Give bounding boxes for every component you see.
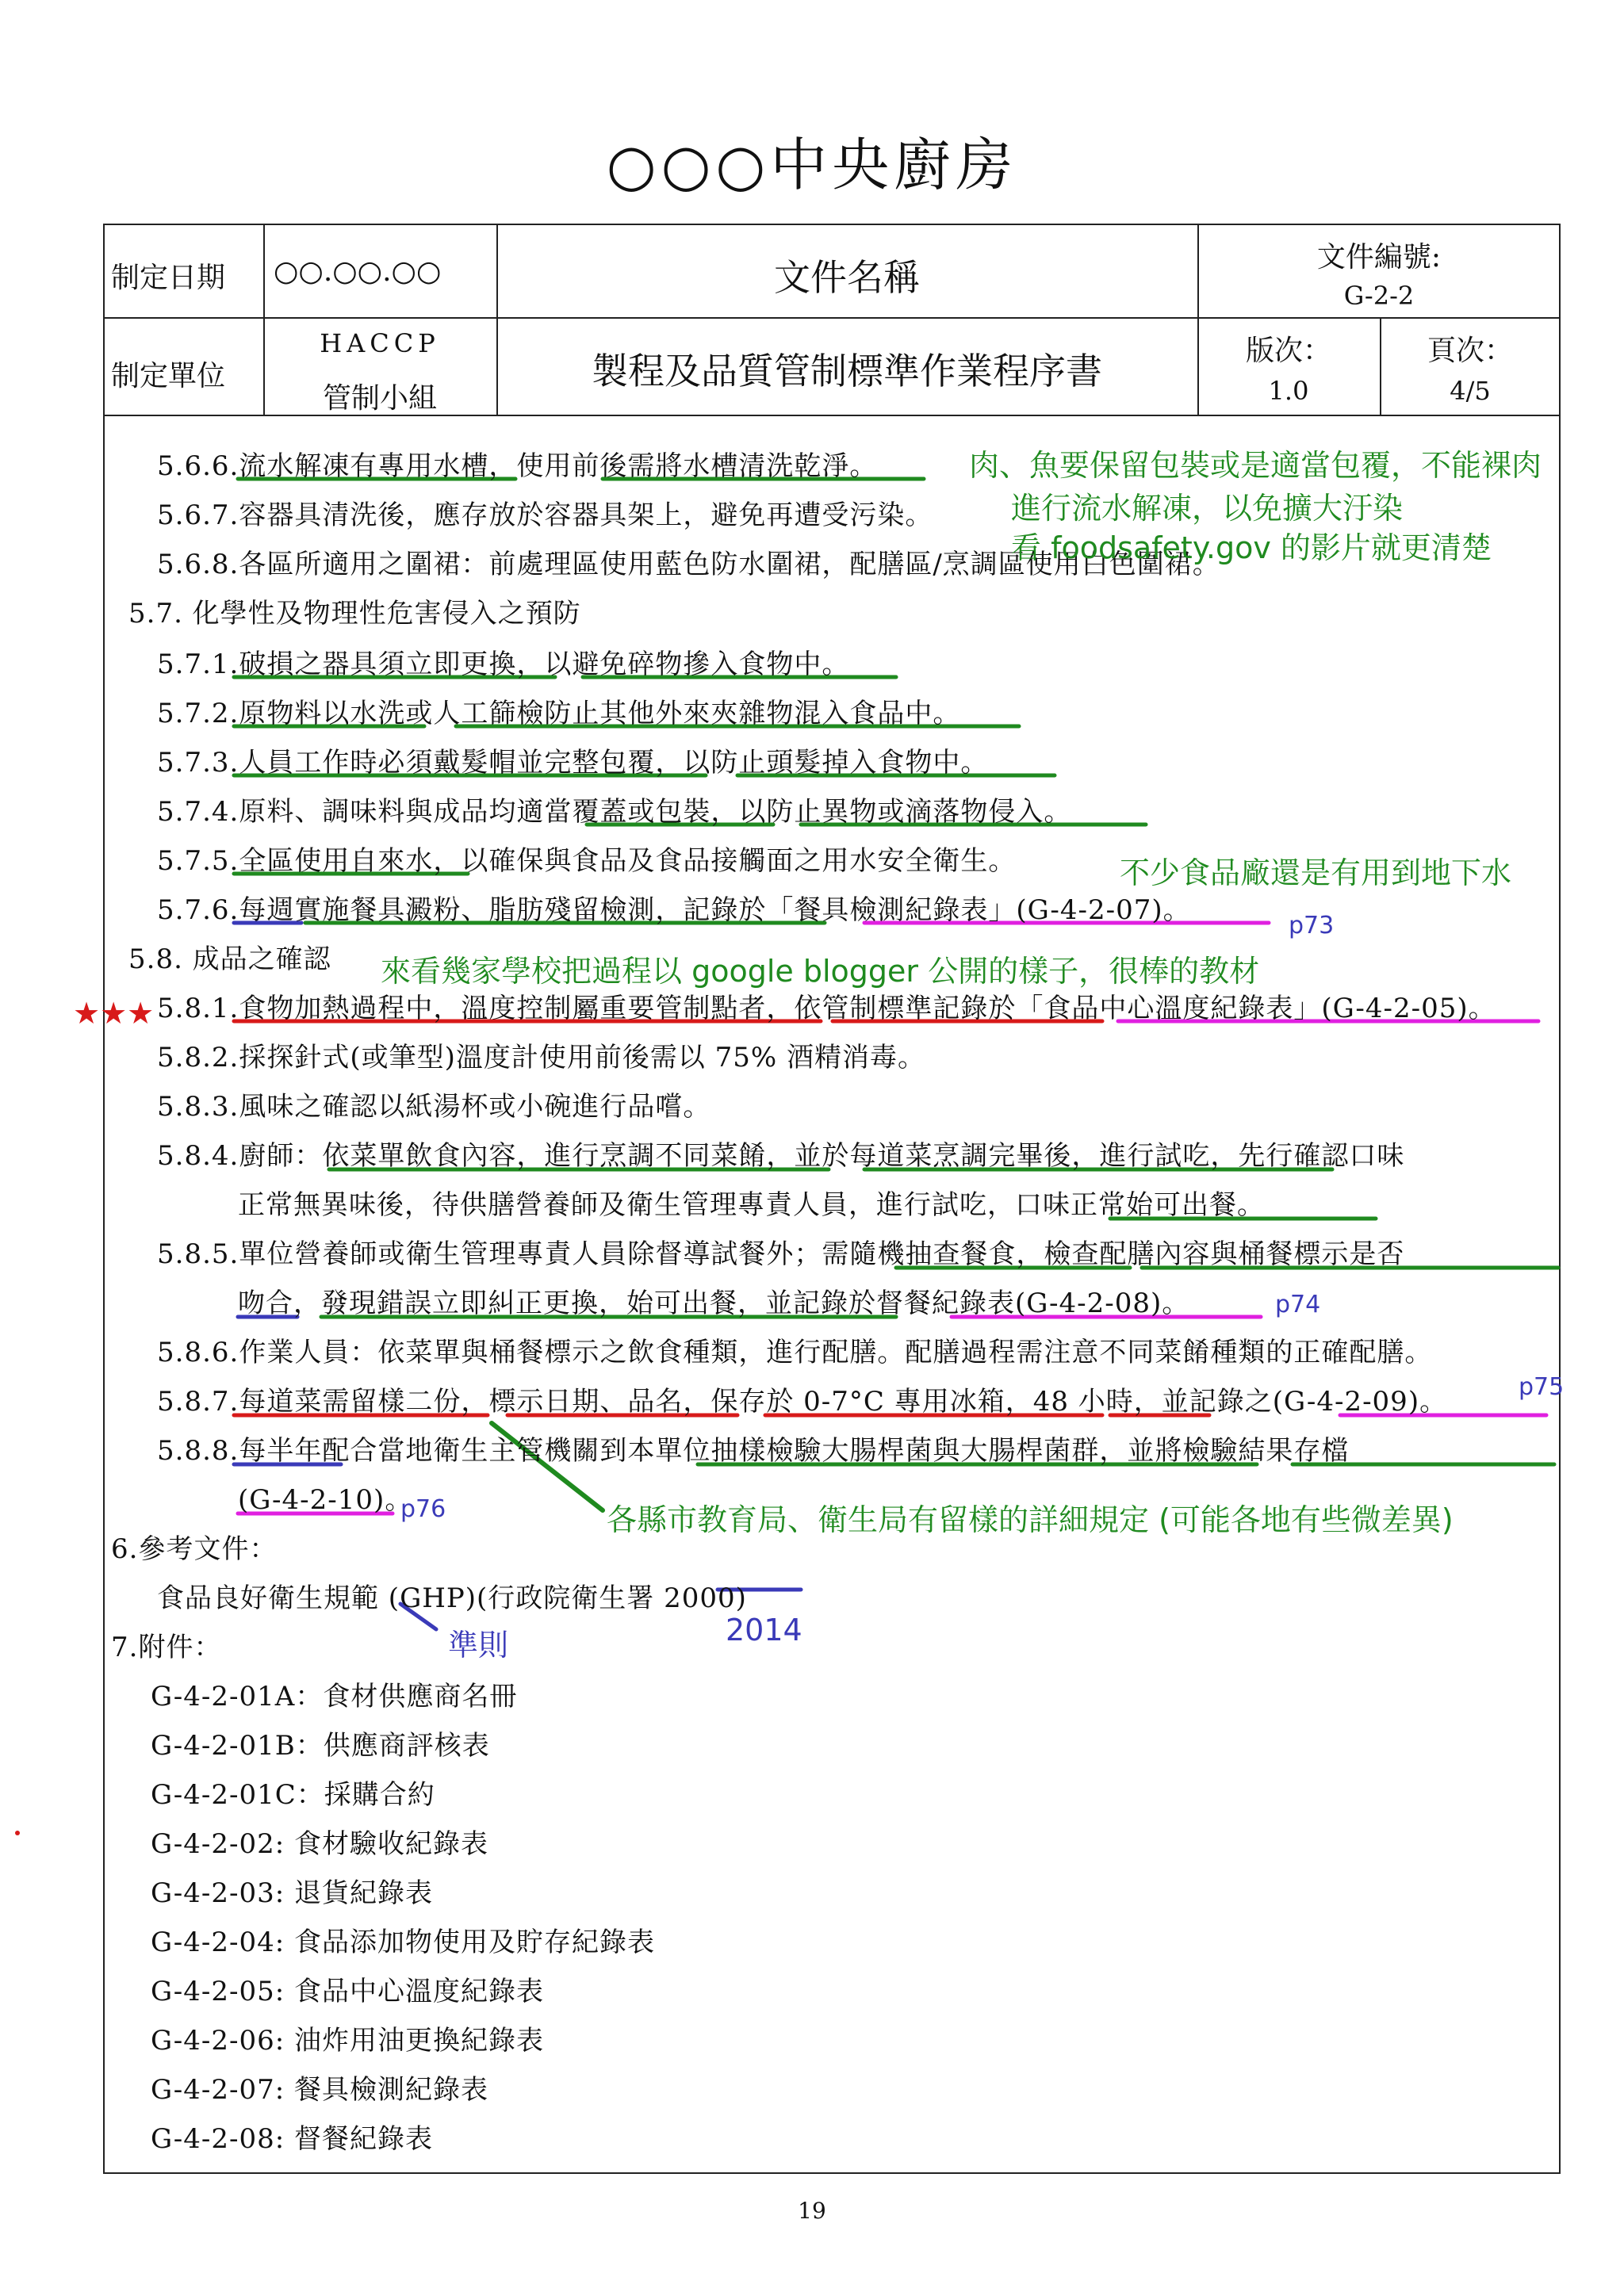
line-5-8-4-b: 正常無異味後，待供膳營養師及衛生管理專責人員，進行試吃，口味正常始可出餐。 xyxy=(238,1189,1265,1221)
annotation-sample-note: 各縣市教育局、衛生局有留樣的詳細規定 (可能各地有些微差異) xyxy=(607,1502,1454,1537)
section-6-heading: 6.參考文件： xyxy=(111,1533,278,1565)
attachment-item: G-4-2-02: 食材驗收紀錄表 xyxy=(151,1828,489,1860)
line-5-8-5-b: 吻合，發現錯誤立即糾正更換，始可出餐，並記錄於督餐紀錄表(G-4-2-08)。 xyxy=(238,1288,1190,1319)
page-label: 頁次： xyxy=(1427,335,1513,367)
reference-ghp: 食品良好衛生規範 (GHP)(行政院衛生署 2000) xyxy=(157,1582,747,1614)
attachment-item: G-4-2-01B：供應商評核表 xyxy=(151,1730,490,1762)
line-5-8-8-a: 5.8.8.每半年配合當地衛生主管機關到本單位抽樣檢驗大腸桿菌與大腸桿菌群，並將檢驗結果存檔 xyxy=(157,1435,1350,1467)
line-5-6-8: 5.6.8.各區所適用之圍裙：前處理區使用藍色防水圍裙，配膳區/烹調區使用白色圍裙。 xyxy=(157,549,1220,580)
line-5-8-7: 5.8.7.每道菜需留樣二份，標示日期、品名，保存於 0-7°C 專用冰箱，48 小時，並記錄之(G-4-2-09)。 xyxy=(157,1386,1448,1418)
date-value: ○○.○○.○○ xyxy=(274,255,442,288)
line-5-6-7: 5.6.7.容器具清洗後，應存放於容器具架上，避免再遭受污染。 xyxy=(157,499,933,531)
section-7-heading: 7.附件： xyxy=(111,1632,222,1663)
section-5-7-heading: 5.7. 化學性及物理性危害侵入之預防 xyxy=(128,598,581,629)
annotation-blogger-note: 來看幾家學校把過程以 google blogger 公開的樣子，很棒的教材 xyxy=(381,954,1260,989)
attachment-item: G-4-2-01C：採購合約 xyxy=(151,1779,435,1811)
attachment-item: G-4-2-08: 督餐紀錄表 xyxy=(151,2123,434,2155)
attachment-item: G-4-2-01A：食材供應商名冊 xyxy=(151,1681,518,1712)
line-5-8-1: 5.8.1.食物加熱過程中，溫度控制屬重要管制點者，依管制標準記錄於「食品中心溫度紀錄表」(G-4-2-05)。 xyxy=(157,993,1496,1024)
docname-value: 製程及品質管制標準作業程序書 xyxy=(592,350,1102,392)
line-5-8-2: 5.8.2.採探針式(或筆型)溫度計使用前後需以 75% 酒精消毒。 xyxy=(157,1042,926,1073)
line-5-8-5-a: 5.8.5.單位營養師或衛生管理專責人員除督導試餐外；需隨機抽查餐食，檢查配膳內容與桶餐標示是否 xyxy=(157,1238,1405,1270)
stars-mark: ★★★ xyxy=(73,996,155,1031)
annotation-guideline: 準則 xyxy=(448,1628,509,1663)
page-number: 19 xyxy=(798,2198,826,2224)
line-5-8-6: 5.8.6.作業人員：依菜單與桶餐標示之飲食種類，進行配膳。配膳過程需注意不同菜餚種類的正確配膳。 xyxy=(157,1337,1433,1368)
page-value: 4/5 xyxy=(1450,376,1491,406)
page-ref-p74: p74 xyxy=(1275,1291,1321,1318)
line-5-7-3: 5.7.3.人員工作時必須戴髮帽並完整包覆，以防止頭髮掉入食物中。 xyxy=(157,747,989,779)
page-ref-p76: p76 xyxy=(400,1495,446,1523)
page-ref-p75: p75 xyxy=(1519,1373,1565,1401)
unit-value-group: 管制小組 xyxy=(322,382,437,415)
annotation-year-2014: 2014 xyxy=(726,1613,802,1647)
line-5-8-8-b: (G-4-2-10)。 xyxy=(238,1484,413,1516)
line-5-7-4: 5.7.4.原料、調味料與成品均適當覆蓋或包裝，以防止異物或滴落物侵入。 xyxy=(157,796,1072,828)
annotation-thaw-note-2: 進行流水解凍，以免擴大汙染 xyxy=(1011,491,1404,526)
attachment-item: G-4-2-03: 退貨紀錄表 xyxy=(151,1877,434,1909)
line-5-7-2: 5.7.2.原物料以水洗或人工篩檢防止其他外來夾雜物混入食品中。 xyxy=(157,698,961,729)
version-value: 1.0 xyxy=(1268,376,1309,406)
docno-value: G-2-2 xyxy=(1343,281,1415,311)
version-label: 版次： xyxy=(1245,335,1331,367)
line-5-6-6: 5.6.6.流水解凍有專用水槽，使用前後需將水槽清洗乾淨。 xyxy=(157,450,878,482)
line-5-7-6: 5.7.6.每週實施餐具澱粉、脂肪殘留檢測，記錄於「餐具檢測紀錄表」(G-4-2-07)。 xyxy=(157,894,1191,926)
line-5-8-3: 5.8.3.風味之確認以紙湯杯或小碗進行品嚐。 xyxy=(157,1091,711,1123)
line-5-8-4-a: 5.8.4.廚師：依菜單飲食內容，進行烹調不同菜餚，並於每道菜烹調完畢後，進行試吃，先行確認口味 xyxy=(157,1140,1405,1172)
line-5-7-5: 5.7.5.全區使用自來水，以確保與食品及食品接觸面之用水安全衛生。 xyxy=(157,845,1017,877)
line-5-7-1: 5.7.1.破損之器具須立即更換，以避免碎物摻入食物中。 xyxy=(157,649,850,680)
annotation-thaw-note-1: 肉、魚要保留包裝或是適當包覆，不能裸肉 xyxy=(969,448,1542,483)
annotation-groundwater-note: 不少食品廠還是有用到地下水 xyxy=(1120,855,1512,890)
date-label: 制定日期 xyxy=(111,262,226,294)
attachment-item: G-4-2-04: 食品添加物使用及貯存紀錄表 xyxy=(151,1927,656,1958)
attachment-item: G-4-2-06: 油炸用油更換紀錄表 xyxy=(151,2025,545,2057)
unit-value-haccp: HACCP xyxy=(320,328,440,358)
annotation-thaw-note-3: 看 foodsafety.gov 的影片就更清楚 xyxy=(1011,530,1492,565)
section-5-8-heading: 5.8. 成品之確認 xyxy=(128,943,331,975)
unit-label: 制定單位 xyxy=(111,360,226,392)
docno-label: 文件編號: xyxy=(1316,241,1442,274)
attachment-item: G-4-2-07: 餐具檢測紀錄表 xyxy=(151,2074,489,2106)
page-title: ○○○中央廚房 xyxy=(606,132,1018,198)
docname-label: 文件名稱 xyxy=(774,256,920,299)
page-ref-p73: p73 xyxy=(1289,912,1335,939)
attachment-item: G-4-2-05: 食品中心溫度紀錄表 xyxy=(151,1976,545,2007)
